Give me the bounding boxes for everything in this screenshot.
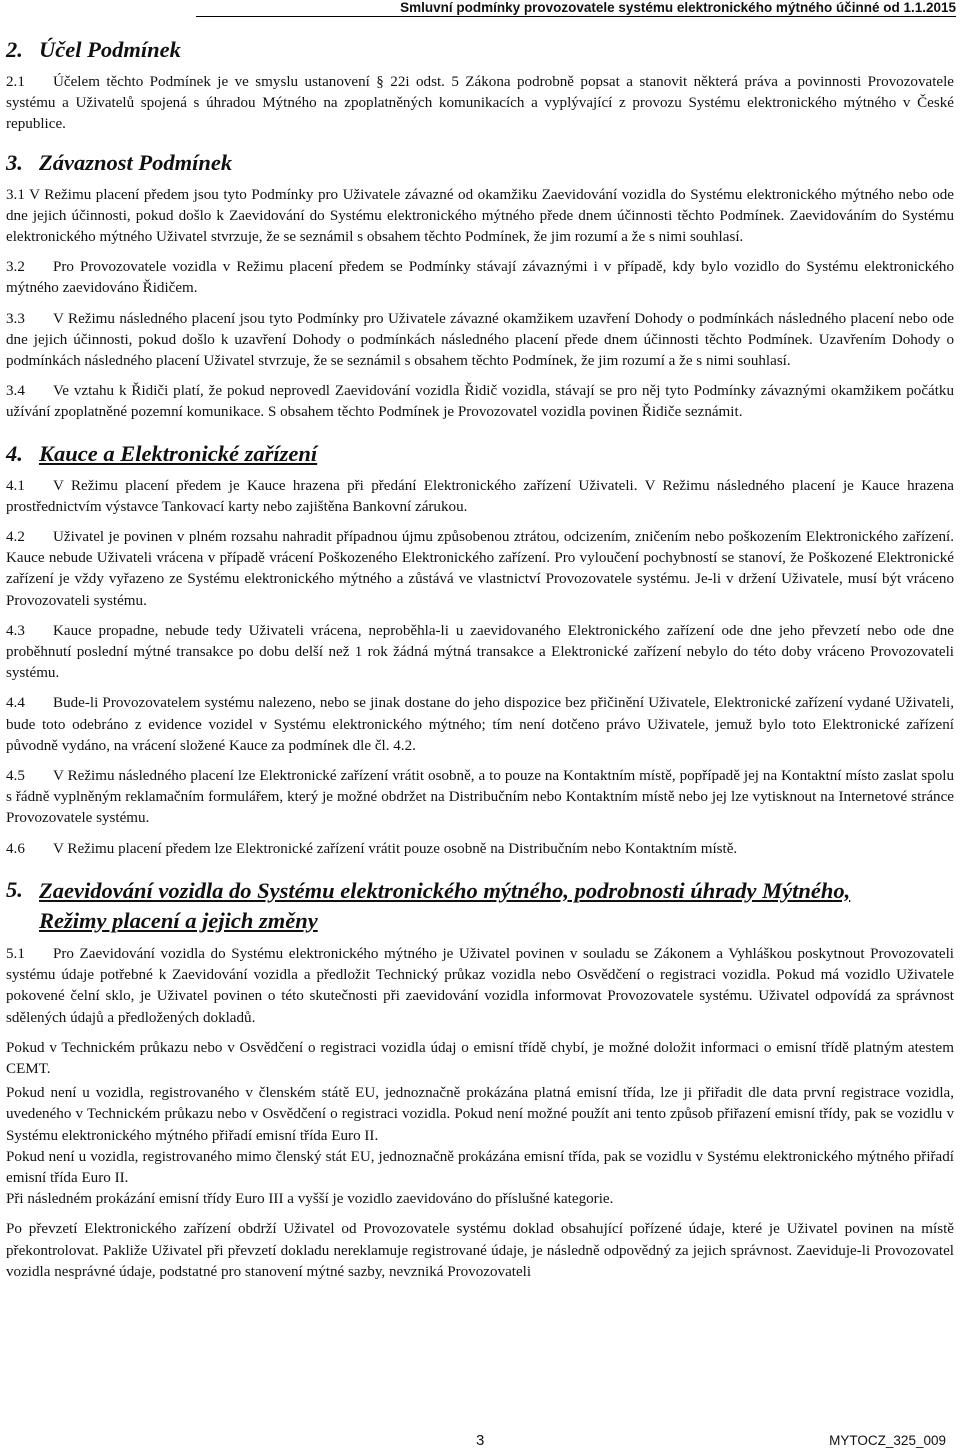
paragraph-3-2: 3.2 Pro Provozovatele vozidla v Režimu placení předem se Podmínky stávají závaznými i v případě, kdy bylo vozidlo do Systému elektronického mýtného zaevidováno Řidičem. <box>6 259 954 297</box>
paragraph-3-4: 3.4 Ve vztahu k Řidiči platí, že pokud neprovedl Zaevidování vozidla Řidič vozidla, stávají se pro něj tyto Podmínky závaznými okamžikem počátku užívání zpoplatněné pozemní komunikace. S obsahem těchto Podmínek je Provozovatel vozidla povinen Řidiče seznámit. <box>6 383 954 421</box>
section-heading-5: 5. Zaevidování vozidla do Systému elektronického mýtného, podrobnosti úhrady Mýtného, Režimy placení a jejich změny <box>6 876 851 933</box>
paragraph-3-1: 3.1 V Režimu placení předem jsou tyto Podmínky pro Uživatele závazné od okamžiku Zaevidování vozidla do Systému elektronického mýtného nebo ode dne jejich účinnosti, pokud došlo k Zaevidování do Systému elektronického mýtného přede dnem účinnosti těchto Podmínek. Zaevidováním do Systému elektronického mýtného Uživatel stvrzuje, že se seznámil s obsahem těchto Podmínek, že jim rozumí a že s nimi souhlasí. <box>6 186 954 246</box>
paragraph-5-euro-iii: Při následném prokázání emisní třídy Euro III a vyšší je vozidlo zaevidováno do příslušné kategorie. <box>6 1191 614 1208</box>
section-heading-3: 3. Závaznost Podmínek <box>6 149 233 175</box>
paragraph-5-device-handover: Po převzetí Elektronického zařízení obdrží Uživatel od Provozovatele systému doklad obsahující pořízené údaje, které je Uživatel povinen na místě překontrolovat. Pakliže Uživatel při převzetí dokladu nereklamuje registrované údaje, je následně odpovědný za jejich správnost. Zaeviduje-li Provozovatel vozidla nesprávné údaje, podstatné pro stanovení mýtné sazby, nevzniká Provozovateli <box>6 1221 954 1280</box>
paragraph-4-1: 4.1 V Režimu placení předem je Kauce hrazena při předání Elektronického zařízení Uživateli. V Režimu následného placení je Kauce hrazena prostřednictvím výstavce Tankovací karty nebo zajištěna Bankovní zárukou. <box>6 477 954 515</box>
document-code: MYTOCZ_325_009 <box>829 1433 946 1448</box>
paragraph-5-1: 5.1 Pro Zaevidování vozidla do Systému elektronického mýtného je Uživatel povinen v souladu se Zákonem a Vyhláškou poskytnout Provozovateli systému údaje potřebné k Zaevidování vozidla a předložit Technický průkaz vozidla nebo Osvědčení o registraci vozidla. Pokud má vozidlo Uživatele pokovené čelní sklo, je Uživatel povinen o této skutečnosti při zaevidování vozidla informovat Provozovatele systému. Uživatel odpovídá za správnost sdělených údajů a předložených dokladů. <box>6 945 954 1026</box>
paragraph-4-3: 4.3 Kauce propadne, nebude tedy Uživateli vrácena, neproběhla-li u zaevidovaného Elektronického zařízení ode dne jeho převzetí nebo ode dne proběhnutí poslední mýtné transakce po dobu delší než 1 rok žádná mýtná transakce a Elektronické zařízení nebylo do této doby vráceno Provozovateli systému. <box>6 622 954 682</box>
paragraph-5-emission-eu: Pokud není u vozidla, registrovaného v členském státě EU, jednoznačně prokázána platná emisní třída, lze ji přiřadit dle data první registrace vozidla, uvedeného v Technickém průkazu nebo v Osvědčení o registraci vozidla. Pokud není možné použít ani tento způsob přiřazení emisní třídy, pak se vozidlu v Systému elektronického mýtného přiřadí emisní třída Euro II. <box>6 1085 954 1144</box>
paragraph-4-6: 4.6 V Režimu placení předem lze Elektronické zařízení vrátit pouze osobně na Distribučním nebo Kontaktním místě. <box>6 840 738 857</box>
document-header-title: Smluvní podmínky provozovatele systému elektronického mýtného účinné od 1.1.2015 <box>196 0 956 17</box>
paragraph-4-4: 4.4 Bude-li Provozovatelem systému nalezeno, nebo se jinak dostane do jeho dispozice bez přičinění Uživatele, Elektronické zařízení vydané Uživateli, bude toto odebráno z evidence vozidel v Systému elektronického mýtného; tím není dotčeno právo Uživatele, jemuž bylo toto Elektronické zařízení původně vydáno, na vrácení složené Kauce za podmínek dle čl. 4.2. <box>6 695 954 754</box>
document-body <box>6 36 954 1283</box>
paragraph-4-2: 4.2 Uživatel je povinen v plném rozsahu nahradit případnou újmu způsobenou ztrátou, odcizením, zničením nebo poškozením Elektronického zařízení. Kauce nebude Uživateli vrácena v případě vrácení Poškozeného Elektronického zařízení. Pro vyloučení pochybností se stanoví, že Poškozené Elektronické zařízení je vždy vyřazeno ze Systému elektronického mýtného a zůstává ve vlastnictví Provozovatele systému. Je-li v držení Uživatele, musí být vráceno Provozovateli systému. <box>6 529 954 609</box>
paragraph-4-5: 4.5 V Režimu následného placení lze Elektronické zařízení vrátit osobně, a to pouze na Kontaktním místě, popřípadě jej na Kontaktní místo zaslat spolu s řádně vyplněným reklamačním formulářem, který je možné obdržet na Distribučním nebo Kontaktním místě nebo jej lze vytisknout na Internetové stránce Provozovatele systému. <box>6 768 954 827</box>
section-heading-2: 2. Účel Podmínek <box>6 37 181 62</box>
section-heading-4: 4. Kauce a Elektronické zařízení <box>6 440 318 466</box>
paragraph-2-1: 2.1 Účelem těchto Podmínek je ve smyslu ustanovení § 22i odst. 5 Zákona podrobně popsat a stanovit některá práva a povinnosti Provozovatele systému a Uživatelů spojená s úhradou Mýtného na zpoplatněných komunikacích a vyplývající z provozu Systému elektronického mýtného v České republice. <box>6 74 954 133</box>
page-number: 3 <box>476 1432 485 1449</box>
paragraph-3-3: 3.3 V Režimu následného placení jsou tyto Podmínky pro Uživatele závazné okamžikem uzavření Dohody o podmínkách následného placení nebo ode dne jejich účinnosti, pokud došlo k uzavření Dohody o podmínkách následného placení přede dnem účinnosti těchto Podmínek. Uzavřením Dohody o podmínkách následného placení Uživatel stvrzuje, že se seznámil s obsahem těchto Podmínek, že jim rozumí a že s nimi souhlasí. <box>6 310 954 370</box>
paragraph-5-emission-non-eu: Pokud není u vozidla, registrovaného mimo členský stát EU, jednoznačně prokázána emisní třída, pak se vozidlu v Systému elektronického mýtného přiřadí emisní třída Euro II. <box>6 1148 954 1186</box>
paragraph-5-emission-cemt: Pokud v Technickém průkazu nebo v Osvědčení o registraci vozidla údaj o emisní třídě chybí, je možné doložit informaci o emisní třídě platným atestem CEMT. <box>6 1039 954 1077</box>
